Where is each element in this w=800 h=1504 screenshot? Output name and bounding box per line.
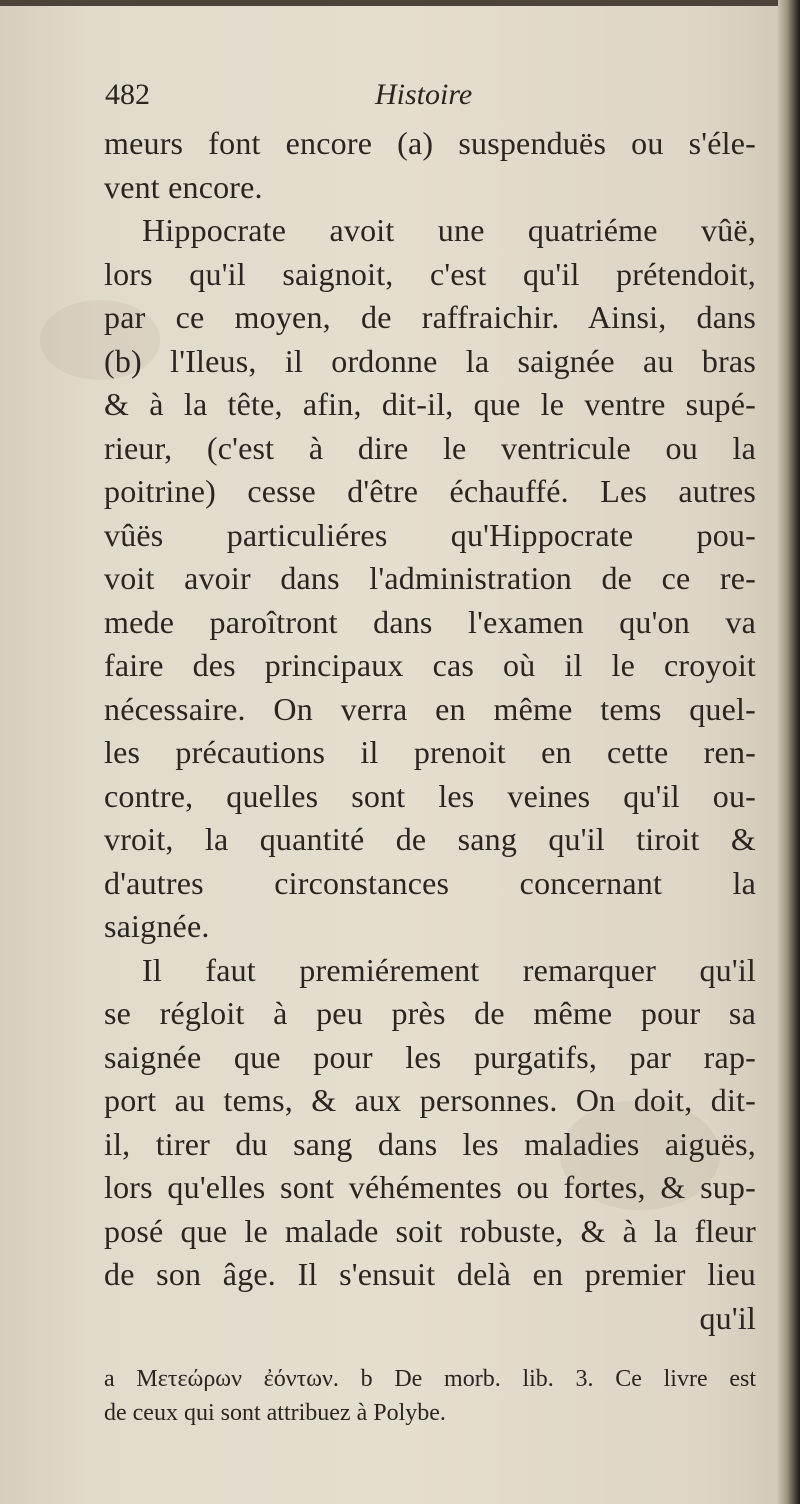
page-top-edge xyxy=(0,0,800,6)
text-line: port au tems, & aux personnes. On doit, dit- xyxy=(104,1082,756,1118)
text-line: se régloit à peu près de même pour sa xyxy=(104,995,756,1031)
text-line: saignée que pour les purgatifs, par rap- xyxy=(104,1038,756,1075)
catchword: qu'il xyxy=(699,1299,756,1336)
text-line: saignée. xyxy=(104,908,210,944)
text-line: meurs font encore (a) suspenduës ou s'éle- xyxy=(104,125,756,161)
text-line: vent encore. xyxy=(104,168,263,205)
text-line: par ce moyen, de raffraichir. Ainsi, dans xyxy=(104,299,756,335)
text-line: rieur, (c'est à dire le ventricule ou la xyxy=(104,429,756,466)
book-spine-shadow xyxy=(778,0,800,1504)
text-line: voit avoir dans l'administration de ce re- xyxy=(104,560,756,596)
text-line: vûës particuliéres qu'Hippocrate pou- xyxy=(104,516,756,553)
text-line: nécessaire. On verra en même tems quel- xyxy=(104,690,756,727)
text-line: Hippocrate avoit une quatriéme vûë, xyxy=(142,212,756,248)
footnote-line: a Μετεώρων ἐόντων. b De morb. lib. 3. Ce livre est xyxy=(104,1366,756,1392)
text-line: lors qu'il saignoit, c'est qu'il prétendoit, xyxy=(104,255,756,292)
page-header xyxy=(105,78,755,122)
text-line: il, tirer du sang dans les maladies aiguës, xyxy=(104,1125,756,1162)
text-line: faire des principaux cas où il le croyoit xyxy=(104,647,756,683)
text-line: & à la tête, afin, dit-il, que le ventre supé- xyxy=(104,386,756,422)
text-line: vroit, la quantité de sang qu'il tiroit & xyxy=(104,821,756,857)
text-line: mede paroîtront dans l'examen qu'on va xyxy=(104,603,756,640)
body-text xyxy=(104,122,756,1340)
text-line: les précautions il prenoit en cette ren- xyxy=(104,734,756,770)
text-line: (b) l'Ileus, il ordonne la saignée au bras xyxy=(104,342,756,379)
text-line: Il faut premiérement remarquer qu'il xyxy=(142,951,756,988)
text-line: contre, quelles sont les veines qu'il ou- xyxy=(104,777,756,814)
footnotes xyxy=(104,1362,756,1430)
text-line: de son âge. Il s'ensuit delà en premier lieu xyxy=(104,1256,756,1292)
footnote-line: de ceux qui sont attribuez à Polybe. xyxy=(104,1400,446,1426)
text-line: poitrine) cesse d'être échauffé. Les autres xyxy=(104,473,756,509)
text-line: lors qu'elles sont véhémentes ou fortes, & sup- xyxy=(104,1169,756,1205)
text-line: d'autres circonstances concernant la xyxy=(104,864,756,901)
running-head: Histoire xyxy=(375,78,473,111)
text-line: posé que le malade soit robuste, & à la fleur xyxy=(104,1212,756,1249)
page-number: 482 xyxy=(105,78,150,111)
